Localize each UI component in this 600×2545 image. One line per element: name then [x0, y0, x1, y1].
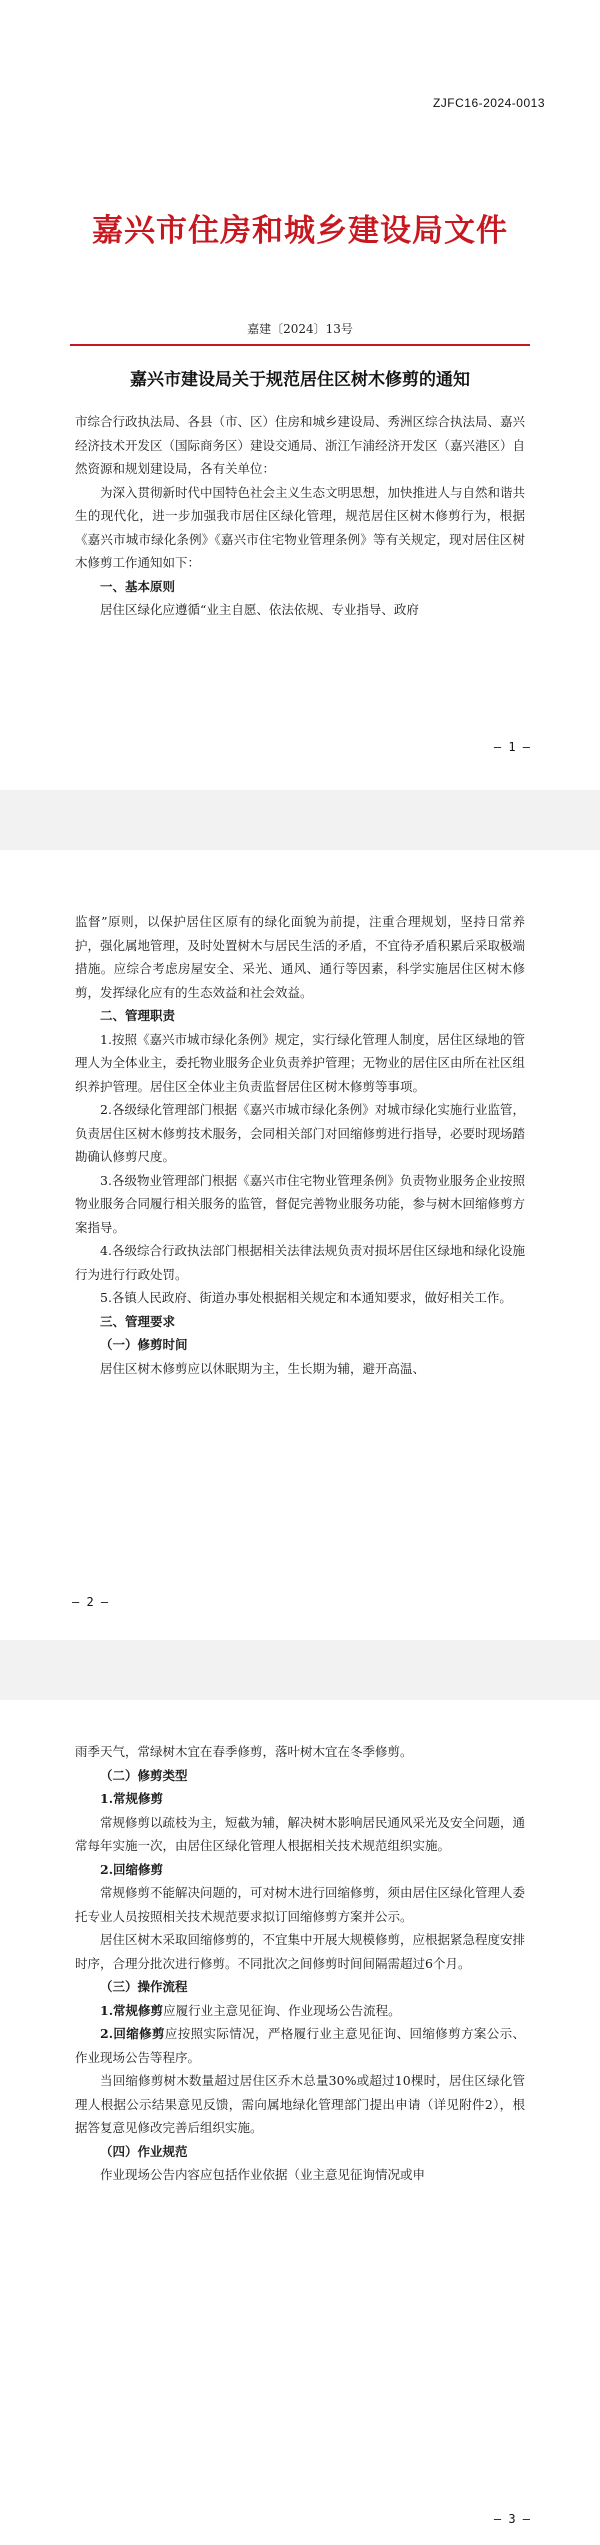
- work-norm-start: 作业现场公告内容应包括作业依据（业主意见征询情况或申: [100, 2167, 426, 2182]
- subsection-4-heading: （四）作业规范: [100, 2143, 188, 2159]
- duty-3: 3.各级物业管理部门根据《嘉兴市住宅物业管理条例》负责物业服务企业按照物业服务合同履行相关服务的监管，督促完善物业服务功能，参与树木回缩修剪方案指导。: [75, 1172, 526, 1235]
- subsection-1-heading: （一）修剪时间: [100, 1337, 188, 1352]
- principle-paragraph-start: 居住区绿化应遵循“业主自愿、依法依规、专业指导、政府: [100, 602, 419, 617]
- red-header-title: 嘉兴市住房和城乡建设局文件: [92, 213, 508, 249]
- type-1-text: 常规修剪以疏枝为主，短截为辅，解决树木影响居民通风采光及安全问题，通常每年实施一次，由居住区绿化管理人根据相关技术规范组织实施。: [75, 1814, 526, 1853]
- notice-title: 嘉兴市建设局关于规范居住区树木修剪的通知: [130, 370, 470, 390]
- section-1-heading: 一、基本原则: [100, 578, 176, 594]
- document-id: ZJFC16-2024-0013: [432, 96, 545, 110]
- flow-1-text: 应履行业主意见征询、作业现场公告流程。: [163, 2002, 401, 2018]
- flow-2-text-2: 当回缩修剪树木数量超过居住区乔木总量30%或超过10棵时，居住区绿化管理人根据公示结果意见反馈，需向属地绿化管理部门提出申请（详见附件2），根据答复意见修改完善后组织实施。: [75, 2073, 525, 2135]
- page-number-3: — 3 —: [493, 2512, 530, 2526]
- section-2-heading: 二、管理职责: [100, 1008, 176, 1023]
- duty-2: 2.各级绿化管理部门根据《嘉兴市城市绿化条例》对城市绿化实施行业监管，负责居住区树木修剪技术服务，会同相关部门对回缩修剪进行指导，必要时现场踏勘确认修剪尺度。: [75, 1102, 526, 1164]
- duty-1: 1.按照《嘉兴市城市绿化条例》规定，实行绿化管理人制度，居住区绿地的管理人为全体业主，委托物业服务企业负责养护管理；无物业的居住区由所在社区组织养护管理。居住区全体业主负责监督居住区树木修剪等事项。: [75, 1031, 526, 1094]
- pruning-time-cont: 雨季天气，常绿树木宜在春季修剪，落叶树木宜在冬季修剪。: [75, 1744, 413, 1759]
- flow-1: [75, 1999, 525, 2023]
- duty-4: 4.各级综合行政执法部门根据相关法律法规负责对损坏居住区绿地和绿化设施行为进行行政处罚。: [75, 1243, 525, 1282]
- page-number-1: — 1 —: [493, 740, 530, 754]
- type-2-heading: 2.回缩修剪: [100, 1861, 164, 1877]
- page-number-2: — 2 —: [72, 1595, 109, 1609]
- subsection-2-heading: （二）修剪类型: [100, 1767, 188, 1783]
- intro-paragraph: 为深入贯彻新时代中国特色社会主义生态文明思想，加快推进人与自然和谐共生的现代化，进一步加强我市居住区绿化管理，规范居住区树木修剪行为，根据《嘉兴市城市绿化条例》《嘉兴市住宅物业管理条例》等有关规定，现对居住区树木修剪工作通知如下：: [75, 484, 526, 570]
- page-1: [0, 0, 600, 790]
- page-2: [0, 850, 600, 1640]
- type-2-text-2: 居住区树木采取回缩修剪的，不宜集中开展大规模修剪，应根据紧急程度安排时序，合理分批次进行修剪。不同批次之间修剪时间间隔需超过6个月。: [75, 1932, 526, 1971]
- duty-5: 5.各镇人民政府、街道办事处根据相关规定和本通知要求，做好相关工作。: [100, 1290, 512, 1305]
- page-3-body: [75, 1740, 525, 2187]
- flow-2-text: 应按照实际情况，严格履行业主意见征询、回缩修剪方案公示、作业现场公告等程序。: [75, 2026, 525, 2065]
- recipients: 市综合行政执法局、各县（市、区）住房和城乡建设局、秀洲区综合执法局、嘉兴经济技术开发区（国际商务区）建设交通局、浙江乍浦经济开发区（嘉兴港区）自然资源和规划建设局，各有关单位：: [75, 414, 526, 476]
- subsection-3-heading: （三）操作流程: [100, 1979, 188, 1994]
- page-3: [0, 1700, 600, 2545]
- principle-paragraph-cont: 监督”原则，以保护居住区原有的绿化面貌为前提，注重合理规划，坚持日常养护，强化属地管理，及时处置树木与居民生活的矛盾，不宜待矛盾积累后采取极端措施。应综合考虑房屋安全、采光、通风、通行等因素，科学实施居住区树木修剪，发挥绿化应有的生态效益和社会效益。: [75, 914, 526, 1000]
- page-1-body: [75, 410, 525, 622]
- pruning-time-start: 居住区树木修剪应以休眠期为主，生长期为辅，避开高温、: [100, 1360, 426, 1376]
- type-2-text: 常规修剪不能解决问题的，可对树木进行回缩修剪，须由居住区绿化管理人委托专业人员按照相关技术规范要求拟订回缩修剪方案并公示。: [75, 1885, 526, 1924]
- section-3-heading: 三、管理要求: [100, 1313, 176, 1329]
- page-2-body: [75, 910, 525, 1380]
- type-1-heading: 1.常规修剪: [100, 1791, 164, 1806]
- red-divider-line: [70, 344, 530, 346]
- file-number: 嘉建〔2024〕13号: [247, 322, 353, 336]
- flow-1-label: 1.常规修剪: [100, 2002, 164, 2018]
- flow-2: [75, 2022, 525, 2069]
- flow-2-label: 2.回缩修剪: [100, 2026, 165, 2041]
